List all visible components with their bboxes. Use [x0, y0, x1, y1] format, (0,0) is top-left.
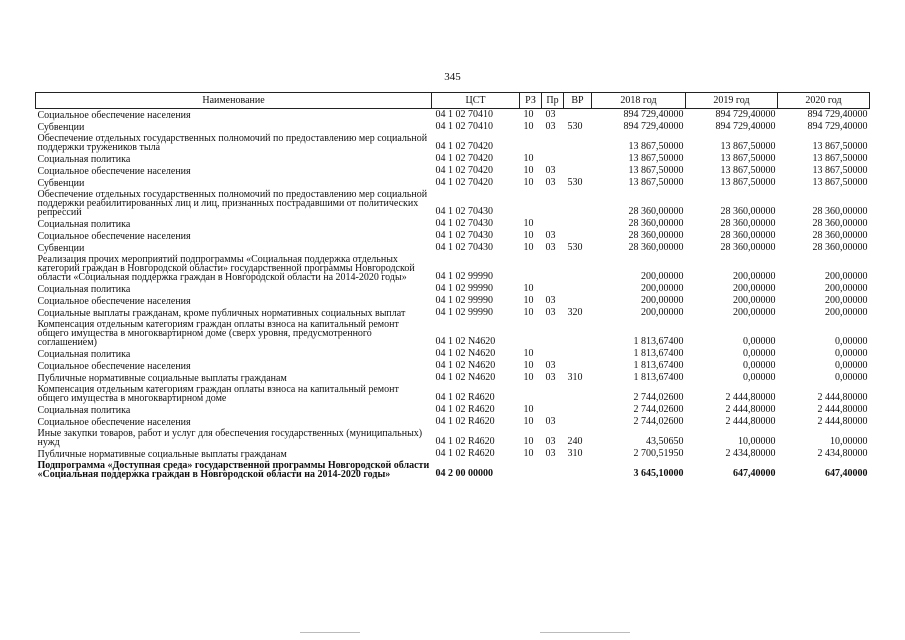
cell-y2018: 13 867,50000 [628, 141, 684, 152]
cell-rz: 10 [523, 436, 534, 447]
cell-y2020: 13 867,50000 [812, 165, 868, 176]
cell-y2020: 0,00000 [835, 372, 868, 383]
cell-vr: 310 [567, 372, 583, 383]
cell-pr: 03 [545, 372, 556, 383]
cell-y2019: 13 867,50000 [720, 177, 776, 188]
table-row [36, 218, 870, 230]
cell-rz: 10 [523, 230, 534, 241]
cell-name: Социальное обеспечение населения [37, 110, 191, 121]
cell-cst: 04 1 02 R4620 [435, 416, 495, 427]
cell-y2018: 2 744,02600 [633, 416, 684, 427]
cell-y2018: 200,00000 [641, 307, 684, 318]
cell-pr: 03 [545, 230, 556, 241]
cell-y2018: 2 700,51950 [633, 448, 684, 459]
cell-name: Социальное обеспечение населения [37, 166, 191, 177]
cell-y2018: 13 867,50000 [628, 153, 684, 164]
cell-y2018: 200,00000 [641, 295, 684, 306]
cell-pr [542, 348, 564, 360]
header-rz: РЗ [520, 93, 542, 109]
cell-y2019: 0,00000 [743, 360, 776, 371]
table-row [36, 319, 870, 348]
cell-y2019: 0,00000 [743, 372, 776, 383]
cell-y2018: 1 813,67400 [633, 348, 684, 359]
table-row [36, 109, 870, 122]
cell-y2019: 28 360,00000 [720, 206, 776, 217]
cell-rz: 10 [523, 109, 534, 120]
cell-cst: 04 1 02 70420 [435, 141, 493, 152]
cell-y2018: 43,50650 [646, 436, 684, 447]
cell-pr: 03 [545, 295, 556, 306]
cell-y2020: 647,40000 [825, 468, 868, 479]
cell-vr [564, 319, 592, 348]
cell-rz: 10 [523, 360, 534, 371]
cell-vr [564, 416, 592, 428]
table-row [36, 165, 870, 177]
header-2018: 2018 год [592, 93, 686, 109]
cell-pr [542, 384, 564, 404]
cell-vr: 530 [567, 121, 583, 132]
table-row [36, 283, 870, 295]
cell-pr: 03 [545, 448, 556, 459]
header-2019: 2019 год [686, 93, 778, 109]
cell-cst: 04 2 00 00000 [435, 468, 493, 479]
cell-vr [564, 384, 592, 404]
cell-name: Социальная политика [37, 284, 131, 295]
table-row [36, 133, 870, 153]
cell-y2020: 28 360,00000 [812, 206, 868, 217]
cell-y2019: 13 867,50000 [720, 141, 776, 152]
cell-rz: 10 [523, 218, 534, 229]
cell-cst: 04 1 02 99990 [435, 283, 493, 294]
cell-rz: 10 [523, 121, 534, 132]
cell-vr: 530 [567, 242, 583, 253]
cell-cst: 04 1 02 99990 [435, 307, 493, 318]
table-row [36, 372, 870, 384]
cell-y2019: 2 444,80000 [725, 404, 776, 415]
cell-rz: 10 [523, 372, 534, 383]
cell-rz: 10 [523, 416, 534, 427]
table-row [36, 254, 870, 283]
table-row [36, 295, 870, 307]
cell-pr: 03 [545, 177, 556, 188]
cell-y2018: 28 360,00000 [628, 230, 684, 241]
cell-rz: 10 [523, 348, 534, 359]
cell-cst: 04 1 02 R4620 [435, 392, 495, 403]
cell-vr [564, 254, 592, 283]
cell-name: Социальное обеспечение населения [37, 361, 191, 372]
table-row [36, 307, 870, 319]
table-row [36, 360, 870, 372]
cell-pr [542, 254, 564, 283]
cell-rz: 10 [523, 448, 534, 459]
cell-cst: 04 1 02 R4620 [435, 404, 495, 415]
cell-rz: 10 [523, 165, 534, 176]
cell-pr [542, 133, 564, 153]
cell-y2018: 1 813,67400 [633, 360, 684, 371]
cell-pr: 03 [545, 109, 556, 120]
cell-vr [564, 360, 592, 372]
cell-cst: 04 1 02 R4620 [435, 448, 495, 459]
cell-y2020: 200,00000 [825, 295, 868, 306]
cell-cst: 04 1 02 70430 [435, 218, 493, 229]
cell-cst: 04 1 02 99990 [435, 271, 493, 282]
cell-cst: 04 1 02 99990 [435, 295, 493, 306]
cell-name: Подпрограмма «Доступная среда» государственной программы Новгородской области «Социальная поддержка граждан в Новгородской области на 2014-2020 годы» [37, 460, 430, 480]
cell-name: Публичные нормативные социальные выплаты гражданам [37, 373, 287, 384]
table-row [36, 242, 870, 254]
table-row [36, 230, 870, 242]
cell-vr [564, 189, 592, 218]
cell-pr: 03 [545, 360, 556, 371]
cell-y2018: 894 729,40000 [623, 109, 684, 120]
cell-y2019: 13 867,50000 [720, 153, 776, 164]
cell-cst: 04 1 02 70420 [435, 165, 493, 176]
cell-vr: 310 [567, 448, 583, 459]
cell-vr [564, 165, 592, 177]
cell-cst: 04 1 02 70430 [435, 242, 493, 253]
cell-y2019: 200,00000 [733, 271, 776, 282]
cell-y2020: 2 444,80000 [817, 404, 868, 415]
table-row [36, 348, 870, 360]
cell-y2019: 10,00000 [738, 436, 776, 447]
cell-name: Социальные выплаты гражданам, кроме публичных нормативных социальных выплат [37, 308, 406, 319]
cell-name: Социальное обеспечение населения [37, 231, 191, 242]
cell-y2019: 2 444,80000 [725, 416, 776, 427]
cell-name: Социальное обеспечение населения [37, 296, 191, 307]
cell-cst: 04 1 02 N4620 [435, 336, 496, 347]
cell-y2020: 0,00000 [835, 348, 868, 359]
cell-y2018: 28 360,00000 [628, 218, 684, 229]
cell-pr [542, 218, 564, 230]
cell-cst: 04 1 02 70430 [435, 230, 493, 241]
page-number: 345 [444, 71, 461, 83]
table-row [36, 428, 870, 448]
table-row [36, 384, 870, 404]
cell-vr [564, 348, 592, 360]
cell-y2019: 2 434,80000 [725, 448, 776, 459]
cell-y2019: 200,00000 [733, 283, 776, 294]
cell-name: Социальное обеспечение населения [37, 417, 191, 428]
table-row [36, 153, 870, 165]
table-row [36, 121, 870, 133]
cell-y2020: 894 729,40000 [807, 109, 868, 120]
cell-y2018: 1 813,67400 [633, 372, 684, 383]
cell-name: Социальная политика [37, 219, 131, 230]
cell-y2018: 2 744,02600 [633, 404, 684, 415]
table-row [36, 460, 870, 480]
table-row [36, 416, 870, 428]
cell-y2020: 28 360,00000 [812, 230, 868, 241]
cell-y2019: 894 729,40000 [715, 121, 776, 132]
cell-pr: 03 [545, 165, 556, 176]
cell-name: Публичные нормативные социальные выплаты гражданам [37, 449, 287, 460]
cell-y2018: 894 729,40000 [623, 121, 684, 132]
cell-name: Субвенции [37, 178, 85, 189]
cell-rz [520, 319, 542, 348]
cell-name: Субвенции [37, 243, 85, 254]
cell-y2019: 2 444,80000 [725, 392, 776, 403]
cell-y2020: 13 867,50000 [812, 177, 868, 188]
cell-pr [542, 189, 564, 218]
cell-y2020: 200,00000 [825, 307, 868, 318]
cell-name: Социальная политика [37, 405, 131, 416]
cell-y2019: 0,00000 [743, 336, 776, 347]
cell-name: Иные закупки товаров, работ и услуг для обеспечения государственных (муниципальных) нужд [37, 428, 423, 448]
cell-rz [520, 133, 542, 153]
cell-name: Реализация прочих мероприятий подпрограммы «Социальная поддержка отдельных категорий граждан в Новгородской области» государственной программы Новгородской области «Социальная поддержка граждан в Новгородской области на 2014-2020 годы» [37, 254, 415, 283]
cell-y2020: 2 434,80000 [817, 448, 868, 459]
cell-name: Социальная политика [37, 154, 131, 165]
cell-rz: 10 [523, 295, 534, 306]
cell-y2018: 1 813,67400 [633, 336, 684, 347]
cell-rz [520, 254, 542, 283]
cell-y2020: 200,00000 [825, 283, 868, 294]
cell-y2019: 13 867,50000 [720, 165, 776, 176]
table-row [36, 448, 870, 460]
cell-cst: 04 1 02 R4620 [435, 436, 495, 447]
cell-y2020: 13 867,50000 [812, 141, 868, 152]
table-row [36, 177, 870, 189]
cell-pr: 03 [545, 436, 556, 447]
cell-pr: 03 [545, 307, 556, 318]
cell-y2018: 28 360,00000 [628, 206, 684, 217]
cell-y2020: 28 360,00000 [812, 218, 868, 229]
header-name: Наименование [36, 93, 432, 109]
table-row [36, 404, 870, 416]
cell-cst: 04 1 02 N4620 [435, 372, 496, 383]
cell-y2018: 13 867,50000 [628, 165, 684, 176]
cell-pr: 03 [545, 416, 556, 427]
cell-cst: 04 1 02 70420 [435, 153, 493, 164]
cell-y2020: 10,00000 [830, 436, 868, 447]
cell-pr [542, 460, 564, 480]
cell-vr [564, 460, 592, 480]
cell-y2020: 894 729,40000 [807, 121, 868, 132]
cell-y2018: 28 360,00000 [628, 242, 684, 253]
header-2020: 2020 год [778, 93, 870, 109]
cell-y2020: 13 867,50000 [812, 153, 868, 164]
cell-vr [564, 230, 592, 242]
cell-y2019: 0,00000 [743, 348, 776, 359]
cell-y2019: 200,00000 [733, 295, 776, 306]
cell-rz: 10 [523, 404, 534, 415]
cell-y2018: 200,00000 [641, 283, 684, 294]
cell-vr [564, 404, 592, 416]
cell-y2019: 200,00000 [733, 307, 776, 318]
cell-y2020: 0,00000 [835, 360, 868, 371]
cell-rz: 10 [523, 177, 534, 188]
cell-y2020: 0,00000 [835, 336, 868, 347]
scan-artifact [300, 632, 360, 633]
cell-y2020: 2 444,80000 [817, 416, 868, 427]
cell-y2020: 200,00000 [825, 271, 868, 282]
cell-y2020: 2 444,80000 [817, 392, 868, 403]
cell-name: Компенсация отдельным категориям граждан оплаты взноса на капитальный ремонт общего имущества в многоквартирном доме (сверх уровня, предусмотренного соглашением) [37, 319, 399, 348]
cell-rz [520, 189, 542, 218]
table-row [36, 189, 870, 218]
cell-pr [542, 319, 564, 348]
cell-cst: 04 1 02 70410 [435, 109, 493, 120]
cell-rz [520, 460, 542, 480]
cell-y2019: 894 729,40000 [715, 109, 776, 120]
cell-vr [564, 283, 592, 295]
cell-cst: 04 1 02 70420 [435, 177, 493, 188]
cell-pr [542, 283, 564, 295]
cell-name: Социальная политика [37, 349, 131, 360]
cell-name: Обеспечение отдельных государственных полномочий по предоставлению мер социальной поддержки реабилитированных лиц и лиц, признанных пострадавшими от политических репрессий [37, 189, 428, 218]
cell-cst: 04 1 02 70430 [435, 206, 493, 217]
header-vr: ВР [564, 93, 592, 109]
cell-vr [564, 133, 592, 153]
cell-rz: 10 [523, 283, 534, 294]
cell-vr [564, 295, 592, 307]
cell-y2019: 28 360,00000 [720, 218, 776, 229]
cell-rz [520, 384, 542, 404]
cell-pr [542, 404, 564, 416]
budget-table [35, 92, 870, 480]
cell-y2019: 28 360,00000 [720, 230, 776, 241]
cell-y2019: 647,40000 [733, 468, 776, 479]
table-body [36, 109, 870, 481]
cell-name: Компенсация отдельным категориям граждан оплаты взноса на капитальный ремонт общего имущества в многоквартирном доме [37, 384, 399, 404]
cell-y2018: 3 645,10000 [633, 468, 684, 479]
cell-pr [542, 153, 564, 165]
scan-artifact [540, 632, 630, 633]
cell-rz: 10 [523, 242, 534, 253]
cell-vr: 240 [567, 436, 583, 447]
header-cst: ЦСТ [432, 93, 520, 109]
header-pr: Пр [542, 93, 564, 109]
cell-cst: 04 1 02 N4620 [435, 348, 496, 359]
cell-y2019: 28 360,00000 [720, 242, 776, 253]
cell-vr: 320 [567, 307, 583, 318]
cell-vr [564, 218, 592, 230]
cell-rz: 10 [523, 307, 534, 318]
cell-pr: 03 [545, 242, 556, 253]
cell-cst: 04 1 02 N4620 [435, 360, 496, 371]
cell-y2018: 200,00000 [641, 271, 684, 282]
cell-vr: 530 [567, 177, 583, 188]
table-header [36, 93, 870, 109]
cell-cst: 04 1 02 70410 [435, 121, 493, 132]
cell-rz: 10 [523, 153, 534, 164]
cell-name: Субвенции [37, 122, 85, 133]
cell-y2018: 13 867,50000 [628, 177, 684, 188]
cell-vr [564, 153, 592, 165]
cell-y2018: 2 744,02600 [633, 392, 684, 403]
cell-pr: 03 [545, 121, 556, 132]
cell-vr [564, 109, 592, 122]
cell-name: Обеспечение отдельных государственных полномочий по предоставлению мер социальной поддержки тружеников тыла [37, 133, 428, 153]
cell-y2020: 28 360,00000 [812, 242, 868, 253]
